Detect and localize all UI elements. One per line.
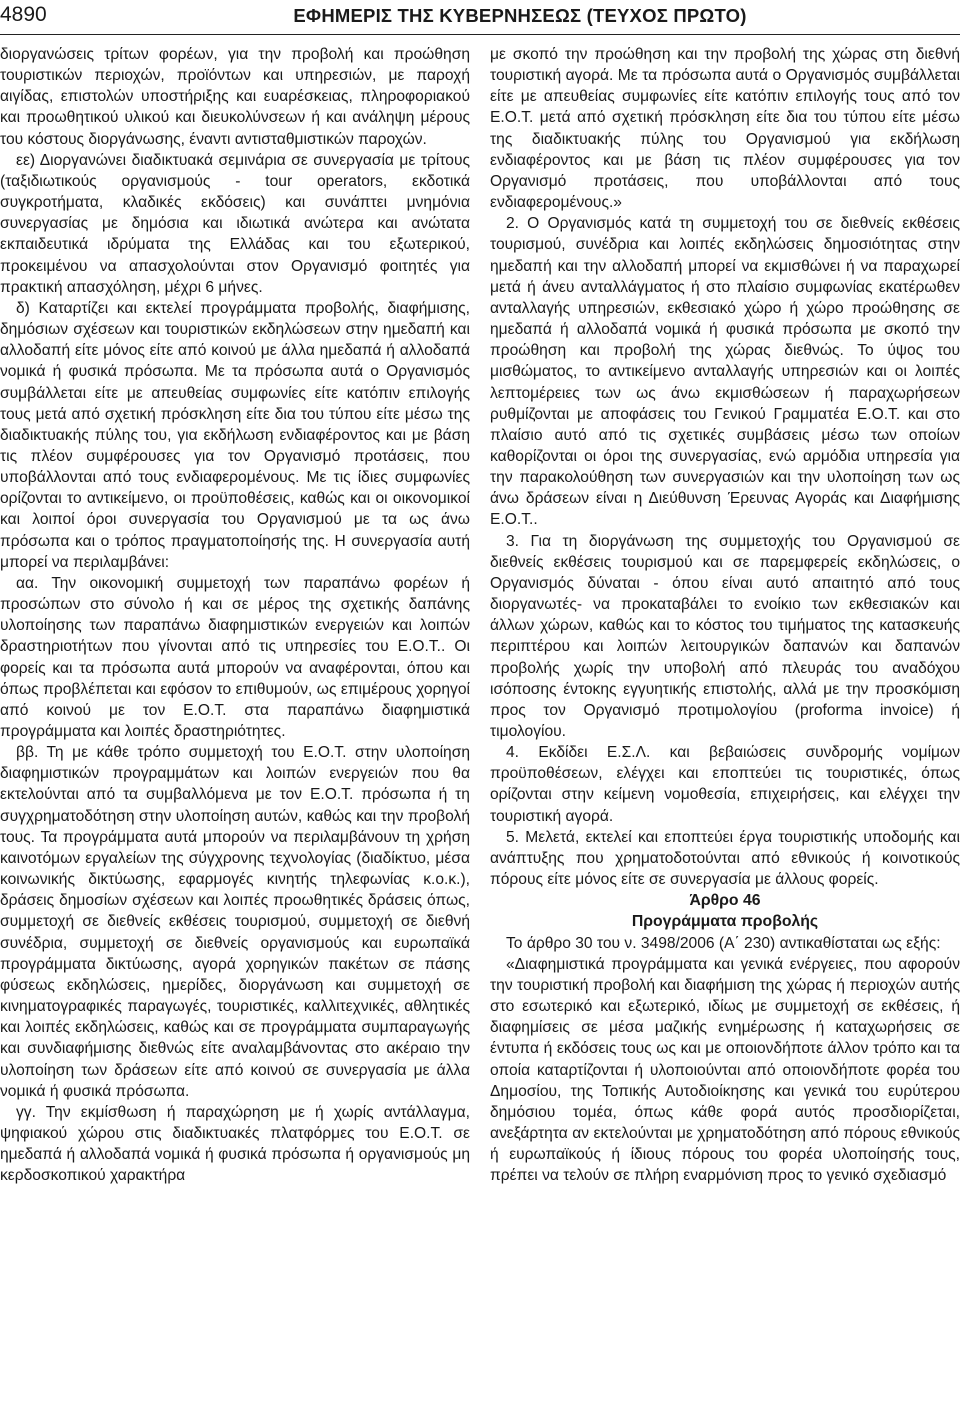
paragraph: εε) Διοργανώνει διαδικτυακά σεμινάρια σε συνεργασία με τρίτους (ταξιδιωτικούς οργανισμούς - tour operators, εκδοτικά συγκροτήματα, κλαδικές εκδόσεις) και συνάπτει μνημόνια συνεργασίας με δημόσια και ιδιωτικά ανώτερα και ανώτατα εκπαιδευτικά ιδρύματα της Ελλάδας και του εξωτερικού, προκειμένου να απασχολούνται στον Οργανισμό φοιτητές για πρακτική απασχόληση, μέχρι 6 μήνες.: [0, 151, 470, 296]
paragraph: γγ. Την εκμίσθωση ή παραχώρηση με ή χωρίς αντάλλαγμα, ψηφιακού χώρου στις διαδικτυακές πλατφόρμες του Ε.Ο.Τ. σε ημεδαπά ή αλλοδαπά νομικά ή φυσικά πρόσωπα ή οργανισμούς μη κερδοσκοπικού χαρακτήρα: [0, 1103, 470, 1185]
paragraph: «Διαφημιστικά προγράμματα και γενικά ενέργειες, που αφορούν την τουριστική προβολή και διαφήμιση της χώρας ή περιοχών αυτής στο εσωτερικό και εξωτερικό, ιδίως με συμμετοχή σε εκθέσεις, ή διαφημίσεις σε μέσα μαζικής ενημέρωσης ή καταχωρήσεις σε έντυπα ή εκδόσεις τους ως και με οποιονδήποτε άλλον τρόπο και τα οποία καταρτίζονται ή υλοποιούνται από οποιονδήποτε φορέα του Δημοσίου, της Τοπικής Αυτοδιοίκησης και γενικά του ευρύτερου δημόσιου τομέα, όπως κάθε φορά αυτός προσδιορίζεται, ανεξάρτητα αν εκτελούνται με χρηματοδότηση από πόρους εθνικούς ή ευρωπαϊκούς ή ίδιους πόρους του φορέα υλοποίησής τους, πρέπει να τελούν σε πλήρη εναρμόνιση προς το γενικό σχεδιασμό: [490, 955, 960, 1185]
page-header: [0, 0, 960, 35]
gazette-title: ΕΦΗΜΕΡΙΣ ΤΗΣ ΚΥΒΕΡΝΗΣΕΩΣ (ΤΕΥΧΟΣ ΠΡΩΤΟ): [293, 5, 747, 26]
paragraph: δ) Καταρτίζει και εκτελεί προγράμματα προβολής, διαφήμισης, δημόσιων σχέσεων και τουριστικών εκδηλώσεων στην ημεδαπή και αλλοδαπή είτε μόνος είτε από κοινού με άλλα ημεδαπά ή αλλοδαπά νομικά ή φυσικά πρόσωπα. Με τα πρόσωπα αυτά ο Οργανισμός συμβάλλεται είτε με απευθείας συμφωνίες είτε κατόπιν επιλογής τους μετά από σχετική πρόσκληση είτε δια του τύπου είτε μέσω της διαδικτυακής πύλης του, για εκδήλωση ενδιαφέροντος και με βάση τις πλέον συμφέρουσες για τον Οργανισμό προτάσεις, που υποβάλλονται από τους ενδιαφερομένους. Με τις ίδιες συμφωνίες ορίζονται το αντικείμενο, οι προϋποθέσεις, καθώς και οι οικονομικοί και λοιποί όροι συνεργασία του Οργανισμού με τα ως άνω πρόσωπα και ο τρόπος πραγματοποίησής της. Η συνεργασία αυτή μπορεί να περιλαμβάνει:: [0, 299, 470, 571]
paragraph: αα. Την οικονομική συμμετοχή των παραπάνω φορέων ή προσώπων στο σύνολο ή και σε μέρος της σχετικής δαπάνης υλοποίησης των παραπάνω διαφημιστικών ενεργειών και λοιπών δραστηριοτήτων που γίνονται από τις υπηρεσίες του Ε.Ο.Τ.. Οι φορείς και τα πρόσωπα αυτά μπορούν να αναφέρονται, όπου και όπως προβλέπεται και εφόσον το επιθυμούν, ως επιμέρους χορηγοί από κοινού με τον Ε.Ο.Τ. στα παραπάνω διαφημιστικά προγράμματα και λοιπές δραστηριότητες.: [0, 574, 470, 740]
paragraph: 5. Μελετά, εκτελεί και εποπτεύει έργα τουριστικής υποδομής και ανάπτυξης που χρηματοδοτούνται από εθνικούς ή κοινοτικούς πόρους είτε μόνος είτε σε συνεργασία με άλλους φορείς.: [490, 828, 960, 889]
paragraph: ββ. Τη με κάθε τρόπο συμμετοχή του Ε.Ο.Τ. στην υλοποίηση διαφημιστικών προγραμμάτων και λοιπών ενεργειών που θα εκτελούνται από τα συμβαλλόμενα με τον Ε.Ο.Τ. πρόσωπα ή τη συγχρηματοδότηση στην υλοποίηση αυτών, καθώς και την προβολή τους. Τα προγράμματα αυτά μπορούν να περιλαμβάνουν τη χρήση καινοτόμων εργαλείων της σύγχρονης τεχνολογίας (διαδίκτυο, μέσα κοινωνικής δικτύωσης, εφαρμογές κινητής τηλεφωνίας κ.ο.κ.), δράσεις δημοσίων σχέσεων και λοιπές προωθητικές δράσεις όπως, συμμετοχή σε διεθνείς εκθέσεις τουρισμού, συμμετοχή σε διεθνή συνέδρια, συμμετοχή σε διεθνείς οργανισμούς και ευρωπαϊκά προγράμματα δικτύωσης, αγορά χορηγικών πακέτων σε πάσης φύσεως εκδηλώσεις, ημερίδες, διοργάνωση και συμμετοχή σε κινηματογραφικές παραγωγές, τουριστικές, καλλιτεχνικές, αθλητικές και λοιπές εκδηλώσεις, καθώς και σε προγράμματα συμπαραγωγής και συνδιαφήμισης διεθνώς είτε αναλαμβάνοντας στο ακέραιο την υλοποίηση των δράσεων είτε από κοινού σε συνεργασία με άλλα νομικά ή φυσικά πρόσωπα.: [0, 744, 470, 1100]
paragraph: με σκοπό την προώθηση και την προβολή της χώρας στη διεθνή τουριστική αγορά. Με τα πρόσωπα αυτά ο Οργανισμός συμβάλλεται είτε με απευθείας συμφωνίες είτε κατόπιν επιλογής τους από τον Ε.Ο.Τ. μετά από σχετική πρόσκληση είτε δια του τύπου είτε μέσω της διαδικτυακής πύλης του Οργανισμού για εκδήλωση ενδιαφέροντος και με βάση τις πλέον συμφέρουσες για τον Οργανισμό προτάσεις, που υποβάλλονται από τους ενδιαφερομένους.»: [490, 46, 960, 212]
paragraph: 3. Για τη διοργάνωση της συμμετοχής του Οργανισμού σε διεθνείς εκθέσεις τουρισμού και σε παρεμφερείς εκδηλώσεις, ο Οργανισμός δύναται - όπου είναι αυτό απαιτητό από τους διοργανωτές- να προκαταβάλει το ενοίκιο των εκθεσιακών και άλλων χώρων, καθώς και το κόστος του τιμήματος της κατασκευής περιπτέρου και λοιπών λειτουργικών δαπανών και δαπανών προβολής χωρίς την υποβολή από πλευράς του αναδόχου ισόποσης έντοκης εγγυητικής επιστολής, αλλά με την προσκόμιση προς τον Οργανισμό προτιμολογίου (proforma invoice) ή τιμολογίου.: [490, 532, 960, 740]
paragraph: 4. Εκδίδει Ε.Σ.Λ. και βεβαιώσεις συνδρομής νομίμων προϋποθέσεων, ελέγχει και εποπτεύει τις τουριστικές, όπως ορίζονται στην κείμενη νομοθεσία, επιχειρήσεις, και ελέγχει την τουριστική αγορά.: [490, 744, 960, 825]
right-column: [490, 44, 960, 1186]
article-title: Προγράμματα προβολής: [631, 913, 819, 931]
paragraph: Το άρθρο 30 του ν. 3498/2006 (Α΄ 230) αντικαθίσταται ως εξής:: [506, 934, 941, 952]
page-number: 4890: [0, 3, 47, 26]
paragraph: διοργανώσεις τρίτων φορέων, για την προβολή και προώθηση τουριστικών περιοχών, προϊόντων και υπηρεσιών, με παροχή αιγίδας, επιστολών υποστήριξης και ευαρέσκειας, πληροφοριακού και προωθητικού υλικού και διευκολύνσεων ή και ανάληψη μέρους του κόστους διοργάνωσης, έναντι αντισταθμιστικών παροχών.: [0, 46, 470, 148]
paragraph: 2. Ο Οργανισμός κατά τη συμμετοχή του σε διεθνείς εκθέσεις τουρισμού, συνέδρια και λοιπές εκδηλώσεις δημοσιότητας στην ημεδαπή και την αλλοδαπή μπορεί να εκμισθώνει ή να παραχωρεί μετά ή άνευ ανταλλάγματος ή στο πλαίσιο συμφωνίας εκατέρωθεν ανταλλαγής υπηρεσιών, εκθεσιακό χώρο ή χώρο προώθησης σε ημεδαπά ή αλλοδαπά νομικά ή φυσικά πρόσωπα με σκοπό την προώθηση και προβολή της χώρας διεθνώς. Το ύψος του μισθώματος, το αντικείμενο ανταλλαγής υπηρεσιών και οι λοιπές λεπτομέρειες των ως άνω εκμισθώσεων ή παραχωρήσεων ρυθμίζονται με αποφάσεις του Γενικού Γραμματέα Ε.Ο.Τ. και στο πλαίσιο αυτό από τις σχετικές συμβάσεις μέσω των οποίων καθορίζονται οι όροι της συνεργασίας, ενώ αρμόδια υπηρεσία για την παρακολούθηση των συνεργασιών και την υλοποίηση των ως άνω δράσεων είναι η Διεύθυνση Έρευνας Αγοράς και Διαφήμισης Ε.Ο.Τ..: [490, 215, 960, 529]
article-number: Άρθρο 46: [689, 892, 761, 910]
left-column: [0, 44, 470, 1186]
